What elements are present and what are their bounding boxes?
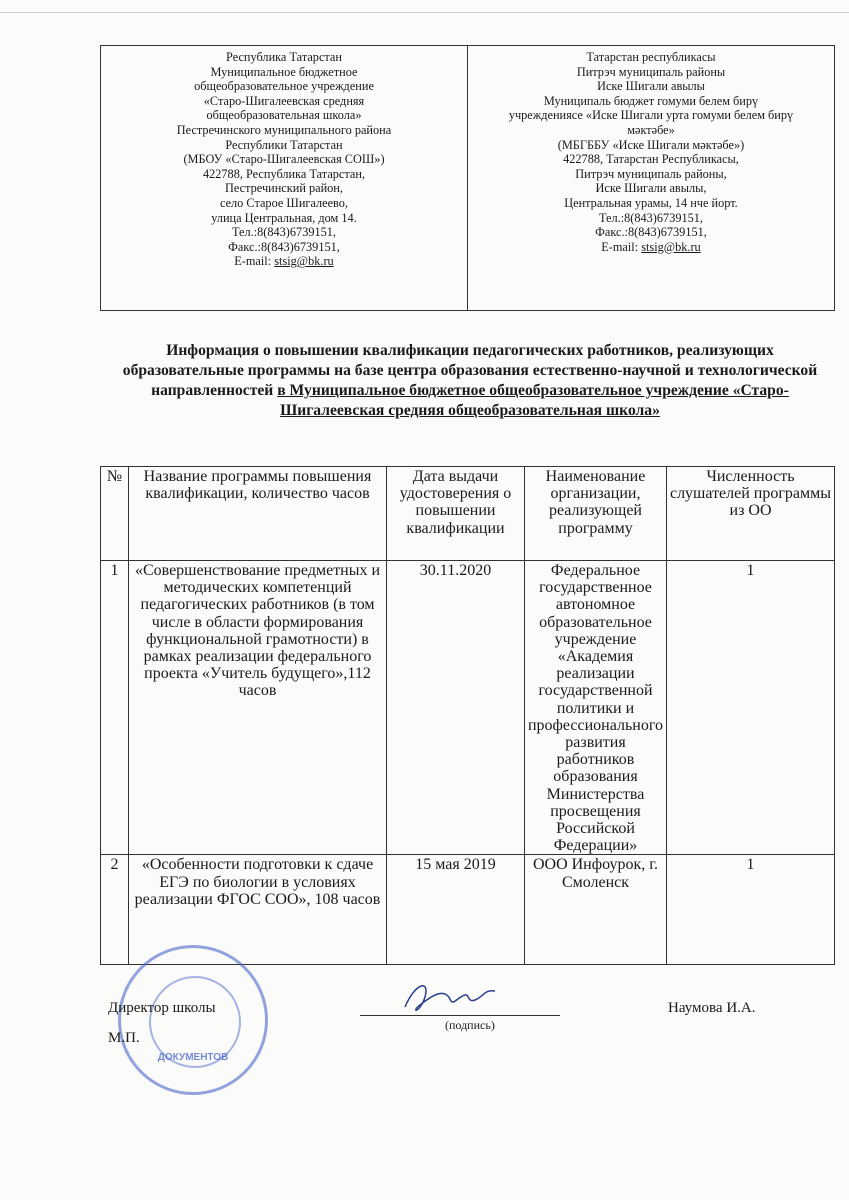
- letterhead-line: Центральная урамы, 14 нче йорт.: [564, 195, 738, 210]
- letterhead-line: Пестречинский район,: [225, 181, 343, 196]
- letterhead-line: «Старо-Шигалеевская средняя: [203, 93, 365, 108]
- letterhead-line: Муниципаль бюджет гомуми белем бирү: [543, 93, 759, 108]
- letterhead-line: Республика Татарстан: [226, 50, 342, 64]
- document-title: [110, 341, 830, 421]
- title-main: Информация о повышении квалификации педагогических работников, реализующих образовательные программы на базе центра образования естественно-научной и технологической направленностей: [122, 342, 818, 399]
- letterhead-line: Тел.:8(843)6739151,: [598, 210, 704, 225]
- letterhead-line: Республики Татарстан: [225, 137, 343, 152]
- cell-program: «Особенности подготовки к сдаче ЕГЭ по биологии в условиях реализации ФГОС СОО», 108 часов: [129, 855, 387, 965]
- scan-edge: [0, 12, 849, 13]
- letterhead-line: Факс.:8(843)6739151,: [228, 239, 340, 254]
- school-stamp: [118, 945, 268, 1095]
- letterhead-line: Татарстан республикасы: [586, 50, 716, 64]
- director-label: Директор школы: [108, 1000, 216, 1016]
- letterhead-line: Муниципальное бюджетное: [210, 64, 358, 79]
- signature-line: [360, 1015, 560, 1016]
- header-number: №: [101, 467, 129, 561]
- letterhead-line: мәктәбе»: [627, 122, 675, 137]
- letterhead-tatar: [468, 46, 834, 310]
- header-program: Название программы повышения квалификации, количество часов: [129, 467, 387, 561]
- letterhead-line: улица Центральная, дом 14.: [211, 210, 357, 225]
- table-header-row: [101, 467, 835, 561]
- letterhead-line: Факс.:8(843)6739151,: [595, 225, 707, 240]
- cell-program: «Совершенствование предметных и методических компетенций педагогических работников (в том числе в области формирования функциональной грамотности) в рамках реализации федерального проекта «Учитель будущего»,112 часов: [129, 561, 387, 855]
- letterhead-line: Иске Шигали авылы: [597, 79, 705, 94]
- letterhead-russian: [101, 46, 468, 310]
- email-link[interactable]: stsig@bk.ru: [274, 254, 334, 269]
- letterhead-line: Пестречинского муниципального района: [176, 122, 392, 137]
- letterhead-line: общеобразовательная школа»: [206, 108, 362, 123]
- cell-count: 1: [667, 561, 835, 855]
- cell-organization: ООО Инфоурок, г. Смоленск: [525, 855, 667, 965]
- letterhead-line: село Старое Шигалеево,: [219, 195, 349, 210]
- director-name: Наумова И.А.: [668, 1000, 756, 1016]
- letterhead-line: Питрэч муниципаль районы,: [575, 166, 727, 181]
- email-line: [468, 240, 834, 255]
- letterhead-line: 422788, Республика Татарстан,: [202, 166, 366, 181]
- cell-date: 15 мая 2019: [387, 855, 525, 965]
- email-link[interactable]: stsig@bk.ru: [641, 239, 701, 254]
- header-date: Дата выдачи удостоверения о повышении квалификации: [387, 467, 525, 561]
- letterhead: [100, 45, 835, 311]
- cell-organization: Федеральное государственное автономное образовательное учреждение «Академия реализации государственной политики и профессионального развития работников образования Министерства просвещения Российской Федерации»: [525, 561, 667, 855]
- signature-icon: [395, 975, 505, 1015]
- cell-count: 1: [667, 855, 835, 965]
- header-organization: Наименование организации, реализующей программу: [525, 467, 667, 561]
- email-line: [101, 254, 467, 269]
- stamp-text: ДОКУМЕНТОВ: [157, 1052, 229, 1063]
- email-label: E-mail:: [234, 254, 275, 269]
- email-label: E-mail:: [601, 239, 642, 254]
- letterhead-line: общеобразовательное учреждение: [194, 79, 374, 94]
- cell-number: 1: [101, 561, 129, 855]
- stamp-place-label: М.П.: [108, 1030, 140, 1046]
- table-row: [101, 561, 835, 855]
- signature-caption: (подпись): [445, 1018, 495, 1032]
- letterhead-line: 422788, Татарстан Республикасы,: [563, 152, 739, 167]
- letterhead-line: Питрэч муниципаль районы: [576, 64, 726, 79]
- letterhead-line: учреждениясе «Иске Шигали урта гомуми белем бирү: [508, 108, 794, 123]
- letterhead-line: Иске Шигали авылы,: [595, 181, 707, 196]
- letterhead-line: (МБГББУ «Иске Шигали мәктәбе»): [557, 137, 745, 152]
- qualification-table: [100, 466, 835, 965]
- cell-number: 2: [101, 855, 129, 965]
- header-count: Численность слушателей программы из ОО: [667, 467, 835, 561]
- letterhead-line: Тел.:8(843)6739151,: [231, 225, 337, 240]
- cell-date: 30.11.2020: [387, 561, 525, 855]
- title-school: в Муниципальное бюджетное общеобразовательное учреждение «Старо-Шигалеевская средняя общеобразовательная школа»: [277, 382, 789, 419]
- letterhead-line: (МБОУ «Старо-Шигалеевская СОШ»): [183, 152, 385, 167]
